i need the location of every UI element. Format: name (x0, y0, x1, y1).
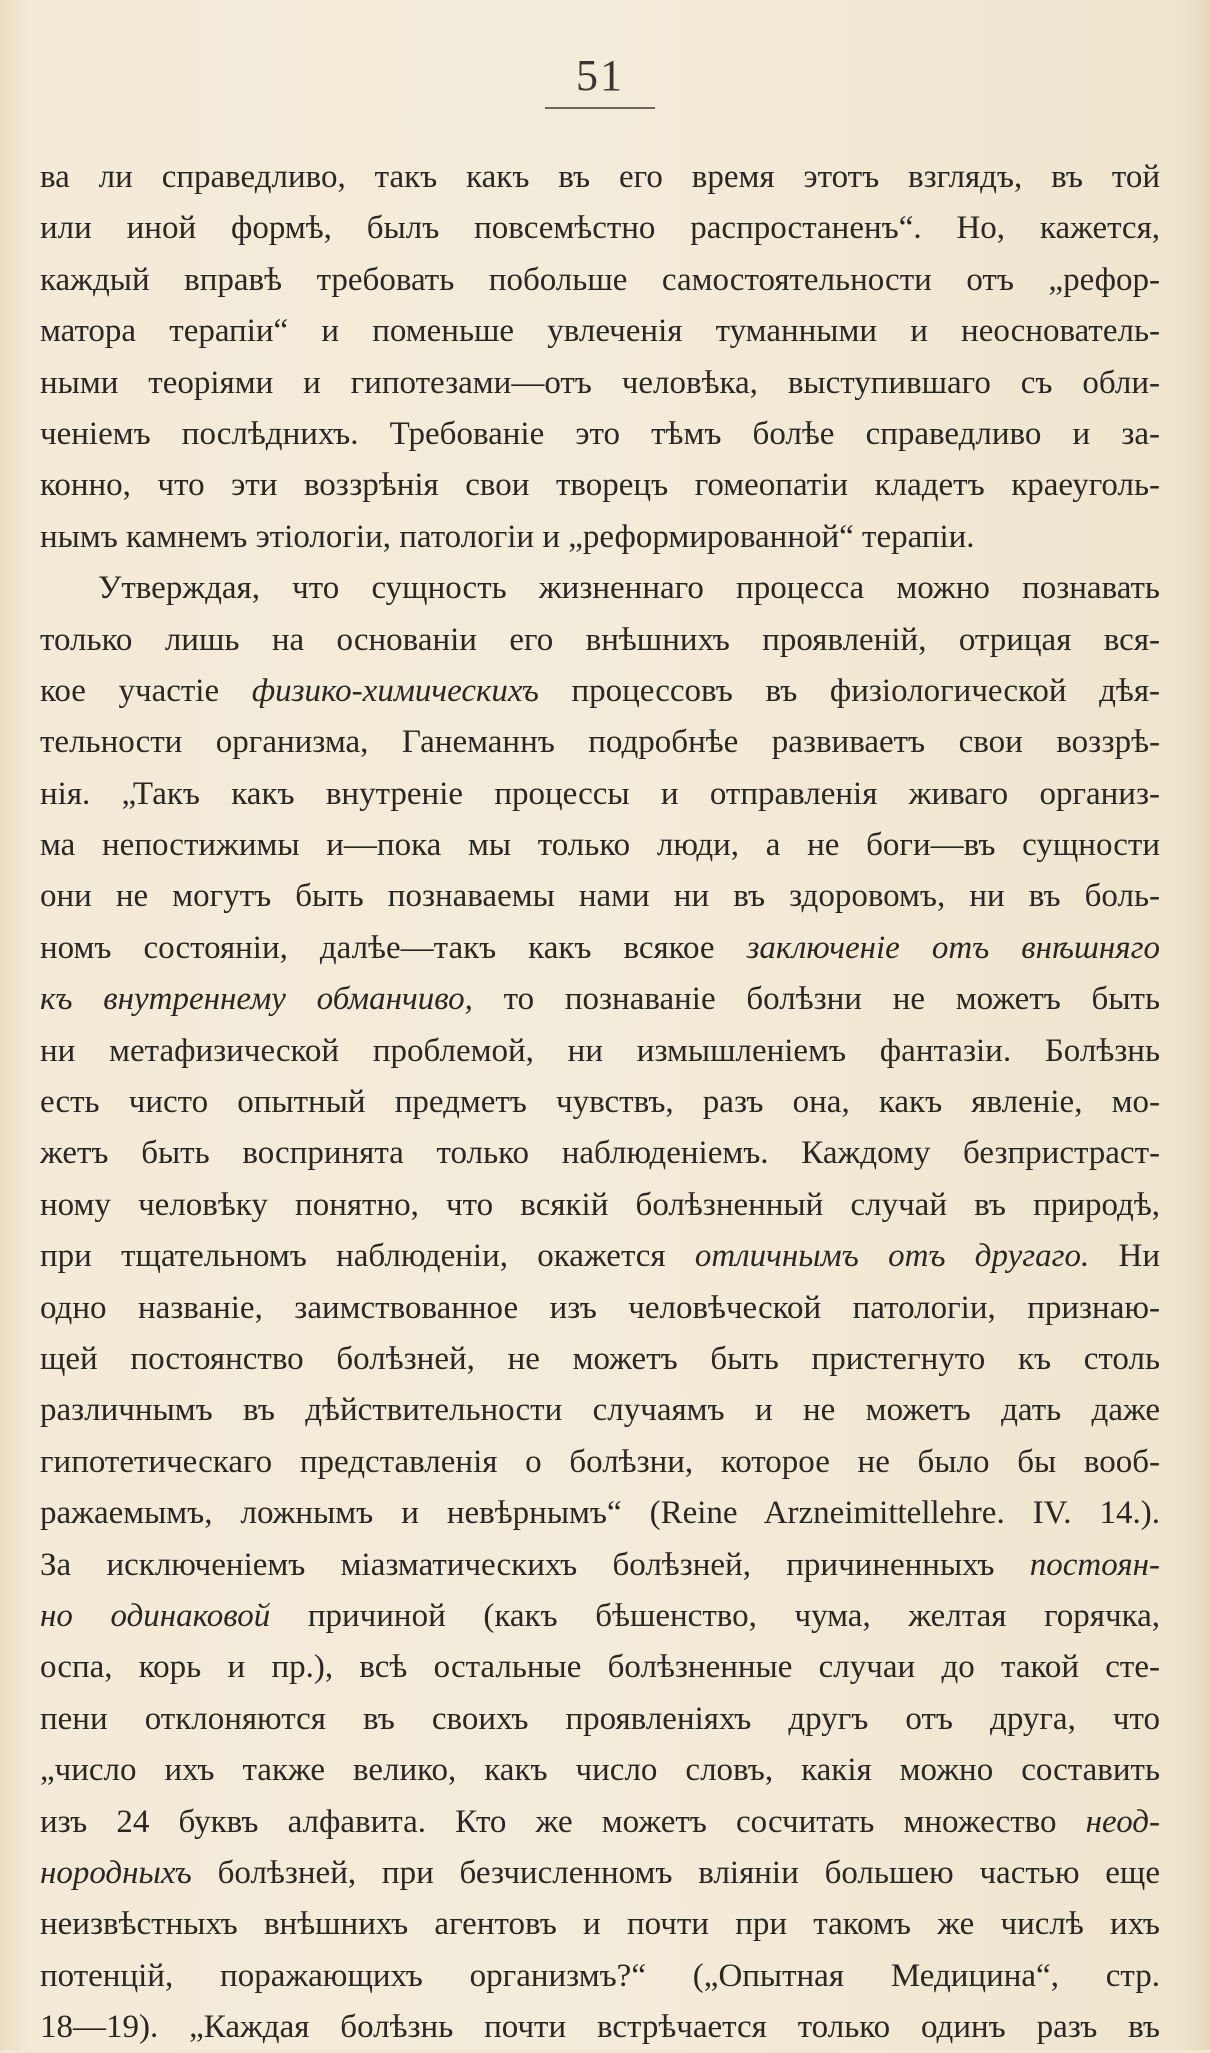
line-text: оспа, корь и пр.), всѣ остальные болѣзненные случаи до такой сте- (40, 1649, 1160, 1686)
text-line (40, 1026, 1160, 1077)
line-text: „число ихъ также велико, какъ число словъ, какія можно составить (40, 1752, 1160, 1789)
italic-term: но одинаковой (40, 1597, 271, 1634)
italic-term: отличнымъ отъ другаго. (694, 1238, 1090, 1275)
text-line (40, 1899, 1160, 1950)
text-line (40, 358, 1160, 409)
page-number-rule (545, 107, 655, 109)
text-line (40, 769, 1160, 820)
text-line (40, 1488, 1160, 1539)
line-text: номъ состояніи, далѣе—такъ какъ всякое (40, 929, 747, 966)
line-text: ному человѣку понятно, что всякій болѣзненный случай въ природѣ, (40, 1186, 1160, 1223)
line-text: или иной формѣ, былъ повсемѣстно распростаненъ“. Но, кажется, (40, 210, 1160, 247)
line-text: ченіемъ послѣднихъ. Требованіе это тѣмъ болѣе справедливо и за- (40, 415, 1160, 452)
line-text: щей постоянство болѣзней, не можетъ быть пристегнуто къ столь (40, 1340, 1160, 1377)
text-line (40, 974, 1160, 1025)
line-text: ными теоріями и гипотезами—отъ человѣка, выступившаго съ обли- (40, 364, 1160, 401)
italic-term: постоян- (1029, 1546, 1160, 1583)
line-text: только лишь на основаніи его внѣшнихъ проявленій, отрицая вся- (40, 621, 1160, 658)
italic-term: къ внутреннему обманчиво, (40, 981, 473, 1018)
text-line (40, 820, 1160, 871)
line-text: причиной (какъ бѣшенство, чума, желтая горячка, (270, 1597, 1160, 1634)
text-line (40, 1437, 1160, 1488)
line-text: каждый вправѣ требовать побольше самостоятельности отъ „рефор- (40, 261, 1160, 298)
text-line (40, 152, 1160, 203)
text-line (40, 1128, 1160, 1179)
line-text: нія. „Такъ какъ внутреніе процессы и отправленія живаго организ- (40, 775, 1160, 812)
line-text: конно, что эти воззрѣнія свои творецъ гомеопатіи кладетъ краеуголь- (40, 467, 1160, 504)
text-line (40, 1077, 1160, 1128)
line-text: ражаемымъ, ложнымъ и невѣрнымъ“ (Reine Arzneimittellehre. IV. 14.). (40, 1495, 1160, 1532)
text-line (40, 1951, 1160, 2002)
line-text: процессовъ въ физіологической дѣя- (538, 672, 1160, 709)
line-text: ва ли справедливо, такъ какъ въ его время этотъ взглядъ, въ той (40, 159, 1160, 195)
text-line (40, 203, 1160, 254)
text-line (40, 1745, 1160, 1796)
line-text: изъ 24 буквъ алфавита. Кто же можетъ сосчитать множество (40, 1803, 1086, 1840)
line-text: 18—19). „Каждая болѣзнь почти встрѣчается только одинъ разъ въ (40, 2009, 1160, 2046)
line-text: матора терапіи“ и поменьше увлеченія туманными и неоснователь- (40, 313, 1160, 350)
italic-term: физико-химическихъ (251, 672, 539, 709)
italic-term: заключеніе отъ внѣшняго (746, 929, 1160, 966)
page-number: 51 (576, 51, 624, 100)
text-line (40, 512, 1160, 563)
text-line (40, 1540, 1160, 1591)
body-text (40, 152, 1160, 2053)
line-text: есть чисто опытный предметъ чувствъ, разъ она, какъ явленіе, мо- (40, 1084, 1160, 1121)
text-line (40, 615, 1160, 666)
line-text: при тщательномъ наблюденіи, окажется (40, 1238, 695, 1275)
text-line (40, 923, 1160, 974)
text-line (40, 1334, 1160, 1385)
text-line (40, 460, 1160, 511)
text-line (40, 1848, 1160, 1899)
text-line (40, 1385, 1160, 1436)
line-text: кое участіе (40, 672, 252, 709)
text-line (40, 717, 1160, 768)
text-line (40, 871, 1160, 922)
line-text: Ни (1089, 1238, 1160, 1275)
text-line (40, 1180, 1160, 1231)
text-line (40, 1694, 1160, 1745)
line-text: различнымъ въ дѣйствительности случаямъ и не можетъ дать даже (40, 1392, 1160, 1429)
line-text: одно названіе, заимствованное изъ человѣческой патологіи, признаю- (40, 1289, 1160, 1326)
line-text: жетъ быть воспринята только наблюденіемъ. Каждому безпристраст- (40, 1135, 1160, 1172)
text-line (40, 2002, 1160, 2053)
text-line (40, 1642, 1160, 1693)
text-line (40, 666, 1160, 717)
italic-term: нородныхъ (40, 1854, 192, 1891)
line-text: то познаваніе болѣзни не можетъ быть (472, 981, 1160, 1018)
line-text: нымъ камнемъ этіологіи, патологіи и „реформированной“ терапіи. (40, 518, 975, 555)
italic-term: неод- (1085, 1803, 1160, 1840)
line-text: неизвѣстныхъ внѣшнихъ агентовъ и почти при такомъ же числѣ ихъ (40, 1906, 1160, 1943)
line-text: За исключеніемъ міазматическихъ болѣзней, причиненныхъ (40, 1546, 1030, 1583)
text-line (40, 255, 1160, 306)
text-line (40, 563, 1160, 614)
text-line (40, 306, 1160, 357)
line-text: они не могутъ быть познаваемы нами ни въ здоровомъ, ни въ боль- (40, 878, 1160, 915)
text-line (40, 1283, 1160, 1334)
line-text: гипотетическаго представленія о болѣзни, которое не было бы вооб- (40, 1443, 1160, 1480)
line-text: тельности организма, Ганеманнъ подробнѣе развиваетъ свои воззрѣ- (40, 724, 1160, 761)
line-text: ни метафизической проблемой, ни измышленіемъ фантазіи. Болѣзнь (40, 1032, 1160, 1069)
line-text: пени отклоняются въ своихъ проявленіяхъ другъ отъ друга, что (40, 1700, 1160, 1737)
text-line (40, 1231, 1160, 1282)
line-text: потенцій, поражающихъ организмъ?“ („Опытная Медицина“, стр. (40, 1957, 1160, 1994)
text-line (40, 1797, 1160, 1848)
line-text: Утверждая, что сущность жизненнаго процесса можно познавать (98, 570, 1160, 607)
line-text: болѣзней, при безчисленномъ вліяніи большею частью еще (191, 1854, 1160, 1891)
line-text: ма непостижимы и—пока мы только люди, а не боги—въ сущности (40, 827, 1160, 864)
text-line (40, 409, 1160, 460)
text-line (40, 1591, 1160, 1642)
